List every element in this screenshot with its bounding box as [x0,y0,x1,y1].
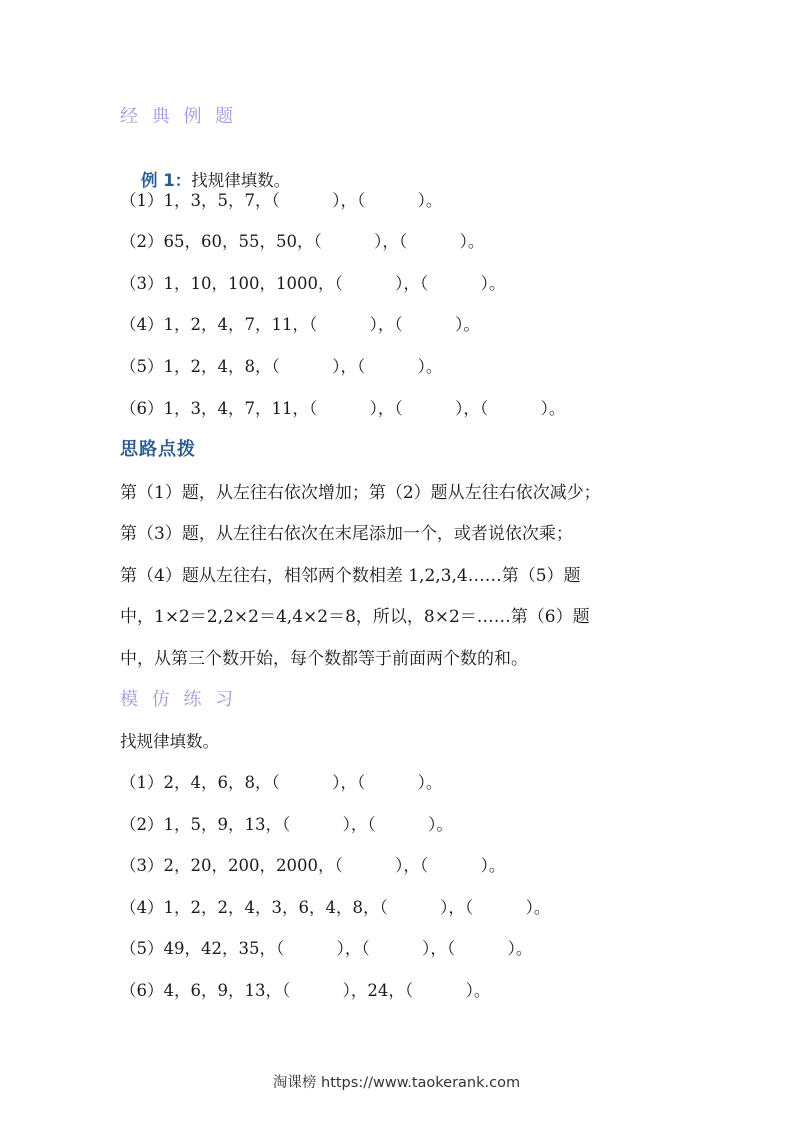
hint-section-heading: 思路点拨 [120,439,196,460]
example-item-5: （5）1，2，4，8，（ ），（ ）。 [120,357,443,376]
practice-item-2: （2）1，5，9，13，（ ），（ ）。 [120,815,453,834]
example-item-4: （4）1，2，4，7，11，（ ），（ ）。 [120,315,480,334]
example-section-heading: 经 典 例 题 [120,106,238,127]
hint-line-2: 第（3）题，从左往右依次在末尾添加一个，或者说依次乘； [120,524,573,544]
practice-prompt: 找规律填数。 [120,732,219,751]
example-item-3: （3）1，10，100，1000，（ ），（ ）。 [120,274,506,293]
example-label: 例 1： [140,171,192,190]
hint-line-4: 中，1×2＝2,2×2＝4,4×2＝8，所以，8×2＝……第（6）题 [120,607,590,627]
practice-item-4: （4）1，2，2，4，3，6，4，8，（ ），（ ）。 [120,898,551,917]
practice-item-6: （6）4，6，9，13，（ ），24，（ ）。 [120,981,491,1000]
practice-item-3: （3）2，20，200，2000，（ ），（ ）。 [120,856,506,875]
practice-section-heading: 模 仿 练 习 [120,689,238,710]
hint-line-1: 第（1）题，从左往右依次增加；第（2）题从左往右依次减少； [120,483,601,503]
practice-item-5: （5）49，42，35，（ ），（ ），（ ）。 [120,939,533,958]
practice-item-1: （1）2，4，6，8，（ ），（ ）。 [120,773,443,792]
page-footer: 淘课榜 https://www.taokerank.com [272,1075,521,1091]
example-item-2: （2）65，60，55，50，（ ），（ ）。 [120,232,485,251]
example-prompt: 找规律填数。 [191,171,291,190]
example-item-6: （6）1，3，4，7，11，（ ），（ ），（ ）。 [120,399,566,418]
example-item-1: （1）1，3，5，7，（ ），（ ）。 [120,191,443,210]
hint-line-3: 第（4）题从左往右，相邻两个数相差 1,2,3,4……第（5）题 [120,566,581,586]
hint-line-5: 中，从第三个数开始，每个数都等于前面两个数的和。 [120,649,528,669]
